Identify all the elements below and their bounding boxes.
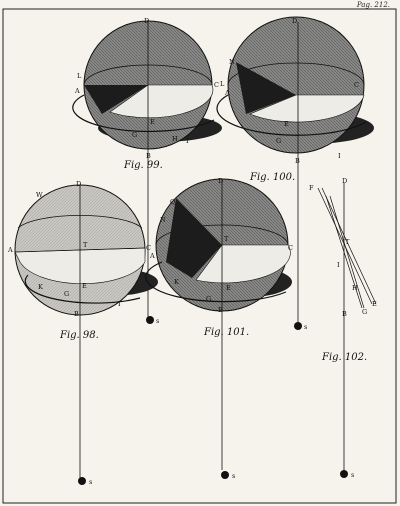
fig101-label-G: G — [206, 295, 212, 303]
fig100-caption: Fig. 100. — [250, 172, 296, 183]
fig98-label-K: K — [38, 283, 43, 291]
fig101-label-s: s — [232, 472, 236, 480]
fig102-label-H: H — [352, 284, 358, 292]
fig101-label-D: D — [218, 177, 224, 185]
fig98-caption: Fig. 98. — [60, 330, 99, 341]
fig101-label-K: K — [174, 278, 179, 286]
fig100-label-N: N — [229, 58, 235, 66]
fig99-label-s: s — [156, 317, 160, 325]
fig99-label-C: C — [214, 81, 219, 89]
fig99-caption: Fig. 99. — [124, 160, 163, 171]
fig101-label-A: A — [150, 252, 155, 260]
fig102-label-I: I — [337, 261, 340, 269]
fig101-label-B: B — [218, 306, 223, 314]
fig98-label-W: W — [36, 191, 43, 199]
figure-102 — [309, 177, 377, 479]
fig102-label-s: s — [351, 471, 355, 479]
fig102-line-FE-2 — [322, 188, 376, 304]
fig99-label-H: H — [172, 135, 178, 143]
fig99-label-L: L — [77, 72, 82, 80]
fig99-label-E: E — [150, 118, 155, 126]
fig102-label-B: B — [342, 310, 347, 318]
fig100-label-C: C — [354, 81, 359, 89]
page-number: Pag. 212. — [356, 1, 390, 9]
fig98-label-A: A — [8, 246, 13, 254]
fig101-label-C: C — [288, 244, 293, 252]
fig100-label-G: G — [276, 137, 282, 145]
fig101-label-T: T — [224, 235, 229, 243]
fig101-label-E: E — [226, 284, 231, 292]
fig98-label-I: I — [118, 300, 121, 308]
fig101-caption: Fig. 101. — [204, 327, 250, 338]
fig100-label-E: E — [284, 120, 289, 128]
fig98-label-T: T — [83, 241, 88, 249]
fig102-label-F: F — [309, 184, 314, 192]
fig98-bob — [78, 477, 86, 485]
fig100-label-s: s — [304, 323, 308, 331]
fig102-label-T: T — [345, 238, 350, 246]
fig99-label-G: G — [132, 131, 138, 139]
fig101-label-N: N — [160, 216, 166, 224]
fig100-label-L: L — [220, 80, 225, 88]
fig102-line-G — [330, 196, 364, 308]
fig98-label-G: G — [64, 290, 70, 298]
fig102-label-G: G — [362, 308, 368, 316]
fig101-bob — [221, 471, 229, 479]
fig99-label-B: B — [146, 152, 151, 160]
fig100-label-A: A — [225, 89, 230, 97]
fig98-label-s: s — [89, 478, 93, 486]
fig99-label-I: I — [186, 137, 189, 145]
fig100-bob — [294, 322, 302, 330]
fig102-bob — [340, 470, 348, 478]
fig99-label-D: D — [144, 17, 150, 25]
fig98-label-D: D — [76, 180, 82, 188]
fig100-label-B: B — [295, 157, 300, 165]
fig100-label-I: I — [338, 152, 341, 160]
fig102-caption: Fig. 102. — [322, 352, 368, 363]
fig99-label-A: A — [75, 87, 80, 95]
fig102-label-E: E — [372, 300, 377, 308]
fig102-label-D: D — [342, 177, 348, 185]
fig98-label-C: C — [146, 244, 151, 252]
fig98-label-E: E — [82, 282, 87, 290]
fig98-label-B: B — [74, 310, 79, 318]
fig101-label-Q: Q — [170, 198, 176, 206]
fig100-label-D: D — [292, 17, 298, 25]
fig99-bob — [146, 316, 154, 324]
